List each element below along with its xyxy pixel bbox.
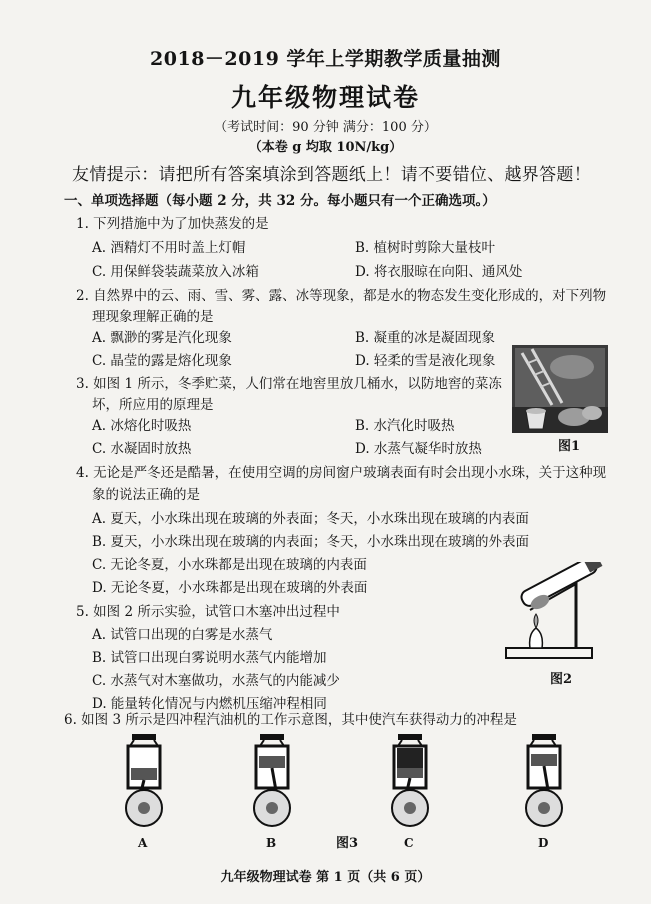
question-1-stem: 1. 下列措施中为了加快蒸发的是 <box>76 216 269 232</box>
q1-option-b: B. 植树时剪除大量枝叶 <box>355 240 496 256</box>
question-6-stem: 6. 如图 3 所示是四冲程汽油机的工作示意图，其中使汽车获得动力的冲程是 <box>64 712 517 728</box>
q1-option-d: D. 将衣服晾在向阳、通风处 <box>355 264 523 280</box>
q3-option-b: B. 水汽化时吸热 <box>355 418 455 434</box>
exam-info: （考试时间：90 分钟 满分：100 分） <box>214 120 437 135</box>
figure-3-label: 图3 <box>336 836 359 851</box>
figure-2-test-tube-apparatus <box>490 562 610 667</box>
q2-option-c: C. 晶莹的露是熔化现象 <box>92 353 232 369</box>
engine-diagram-b <box>240 732 304 832</box>
page-footer: 九年级物理试卷 第 1 页（共 6 页） <box>220 870 431 885</box>
engine-diagram-c <box>378 732 442 832</box>
friendly-tips: 友情提示：请把所有答案填涂到答题纸上！请不要错位、越界答题！ <box>72 165 591 185</box>
q2-option-b: B. 凝重的冰是凝固现象 <box>355 330 496 346</box>
q5-option-b: B. 试管口出现白雾说明水蒸气内能增加 <box>92 650 327 666</box>
engine-label-d: D <box>538 836 549 850</box>
q1-option-a: A. 酒精灯不用时盖上灯帽 <box>92 240 246 256</box>
question-5-stem: 5. 如图 2 所示实验，试管口木塞冲出过程中 <box>76 604 340 620</box>
year-line: 2018－2019 学年上学期教学质量抽测 <box>150 48 501 70</box>
q5-option-d: D. 能量转化情况与内燃机压缩冲程相同 <box>92 696 327 712</box>
q4-option-b: B. 夏天，小水珠出现在玻璃的内表面；冬天，小水珠出现在玻璃的外表面 <box>92 534 530 550</box>
section-heading: 一、单项选择题（每小题 2 分，共 32 分。每小题只有一个正确选项。） <box>64 193 496 209</box>
q1-option-c: C. 用保鲜袋装蔬菜放入冰箱 <box>92 264 259 280</box>
question-4-stem-line1: 4. 无论是严冬还是酷暑，在使用空调的房间窗户玻璃表面有时会出现小水珠，关于这种现 <box>76 465 607 481</box>
engine-label-c: C <box>404 836 414 850</box>
engine-label-a: A <box>138 836 148 850</box>
question-3-stem-line1: 3. 如图 1 所示，冬季贮菜，人们常在地窖里放几桶水，以防地窖的菜冻 <box>76 376 502 392</box>
question-2-stem-line1: 2. 自然界中的云、雨、雪、雾、露、冰等现象，都是水的物态发生变化形成的，对下列物 <box>76 288 607 304</box>
figure-1-cellar-image <box>512 345 608 433</box>
engine-diagram-a <box>112 732 176 832</box>
question-3-stem-line2: 坏，所应用的原理是 <box>92 397 214 413</box>
g-note: （本卷 g 均取 10N/kg） <box>248 140 403 155</box>
q3-option-a: A. 冰熔化时吸热 <box>92 418 192 434</box>
q2-option-a: A. 飘渺的雾是汽化现象 <box>92 330 232 346</box>
engine-diagram-d <box>512 732 576 832</box>
engine-label-b: B <box>266 836 277 850</box>
q5-option-a: A. 试管口出现的白雾是水蒸气 <box>92 627 273 643</box>
question-4-stem-line2: 象的说法正确的是 <box>92 487 200 503</box>
question-2-stem-line2: 理现象理解正确的是 <box>92 309 214 325</box>
q5-option-c: C. 水蒸气对木塞做功，水蒸气的内能减少 <box>92 673 340 689</box>
q4-option-c: C. 无论冬夏，小水珠都是出现在玻璃的内表面 <box>92 557 367 573</box>
figure-2-label: 图2 <box>550 672 573 687</box>
q4-option-d: D. 无论冬夏，小水珠都是出现在玻璃的外表面 <box>92 580 368 596</box>
figure-1-label: 图1 <box>558 439 581 454</box>
q3-option-d: D. 水蒸气凝华时放热 <box>355 441 482 457</box>
q4-option-a: A. 夏天，小水珠出现在玻璃的外表面；冬天，小水珠出现在玻璃的内表面 <box>92 511 529 527</box>
exam-title: 九年级物理试卷 <box>230 83 420 112</box>
q3-option-c: C. 水凝固时放热 <box>92 441 192 457</box>
q2-option-d: D. 轻柔的雪是液化现象 <box>355 353 496 369</box>
